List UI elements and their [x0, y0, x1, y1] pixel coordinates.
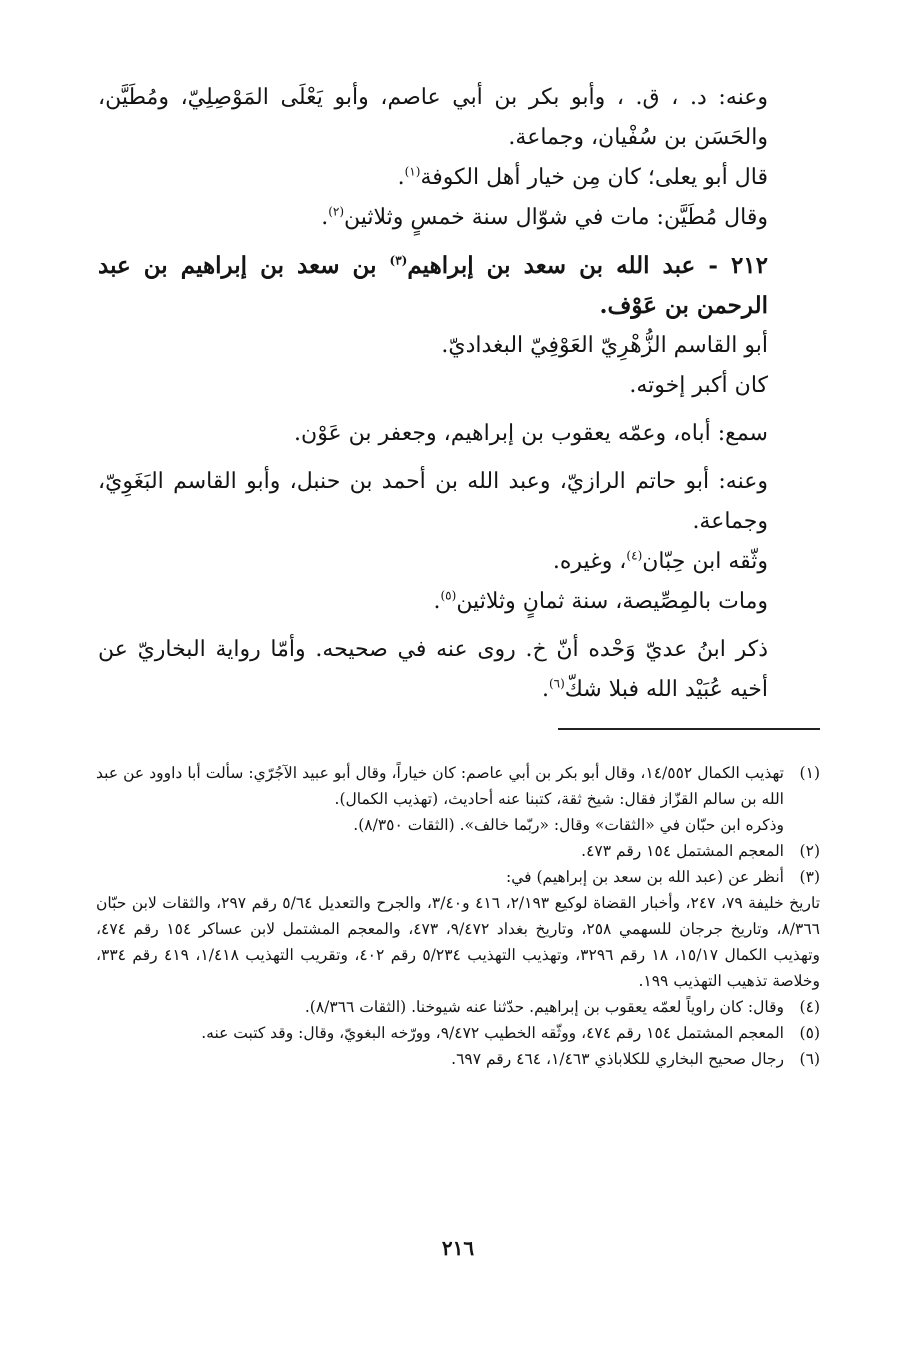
quote-text: قال أبو يعلى؛ كان مِن خيار أهل الكوفة	[420, 165, 768, 190]
students-paragraph: وعنه: أبو حاتم الرازيّ، وعبد الله بن أحمد بن حنبل، وأبو القاسم البَغَوِيّ، وجماعة.	[98, 469, 768, 534]
footnote-3	[96, 864, 820, 890]
footnote-text: تهذيب الكمال ١٤/٥٥٢، وقال أبو بكر بن أبي عاصم: كان خياراً، وقال أبو عبيد الآجُرّي: سألت أبا داوود عن عبد الله بن سالم القزّاز فقال: شيخ ثقة، كتبنا عنه أحاديث، (تهذيب الكمال).	[96, 764, 784, 808]
period: .	[321, 205, 329, 230]
death-text: ومات بالمِصِّيصة، سنة ثمانٍ وثلاثين	[456, 589, 768, 614]
footnote-ref-6: (٦)	[548, 676, 565, 691]
period: .	[397, 165, 405, 190]
footnote-text: المعجم المشتمل ١٥٤ رقم ٤٧٣.	[581, 842, 784, 860]
footnote-6	[96, 1046, 820, 1072]
tawthiq-line	[98, 542, 816, 582]
period: .	[541, 677, 549, 702]
death-line	[98, 582, 816, 622]
footnote-number: (٣)	[799, 868, 820, 886]
footnote-5	[96, 1020, 820, 1046]
narrators-paragraph: وعنه: د. ، ق. ، وأبو بكر بن أبي عاصم، وأبو يَعْلَى المَوْصِلِيّ، ومُطَيَّن، والحَسَن بن سُفْيان، وجماعة.	[98, 85, 768, 150]
footnote-number: (٤)	[799, 998, 820, 1016]
heard-from-paragraph: سمع: أباه، وعمّه يعقوب بن إبراهيم، وجعفر بن عَوْن.	[294, 421, 768, 446]
page-number: ٢١٦	[441, 1236, 475, 1260]
footnote-2	[96, 838, 820, 864]
entry-title-rest: بن سعد بن إبراهيم بن عبد الرحمن بن عَوْف.	[98, 252, 768, 319]
footnote-ref-5: (٥)	[440, 588, 457, 603]
abu-yala-quote	[98, 158, 816, 198]
footnote-text: أنظر عن (عبد الله بن سعد بن إبراهيم) في:	[505, 868, 784, 886]
quote-text: وقال مُطَيَّن: مات في شوّال سنة خمسٍ وثلاثين	[344, 205, 768, 230]
footnote-text: وقال: كان راوياً لعمّه يعقوب بن إبراهيم. حدّثنا عنه شيوخنا. (الثقات ٨/٣٦٦).	[304, 998, 784, 1016]
footnote-1	[96, 760, 820, 812]
footnote-ref-1: (١)	[404, 164, 421, 179]
footnote-ref-3: (٣)	[389, 253, 408, 268]
tawthiq-end: ، وغيره.	[552, 549, 627, 574]
kunya-line: أبو القاسم الزُّهْرِيّ العَوْفِيّ البغداديّ.	[441, 333, 768, 358]
footnote-divider	[558, 728, 820, 730]
footnote-text: المعجم المشتمل ١٥٤ رقم ٤٧٤، ووثّقه الخطيب ٩/٤٧٢، وورّخه البغويّ، وقال: وقد كتبت عنه.	[201, 1024, 784, 1042]
footnote-ref-2: (٢)	[328, 204, 345, 219]
footnote-number: (٢)	[799, 842, 820, 860]
period: .	[433, 589, 441, 614]
footnote-number: (٦)	[799, 1050, 820, 1068]
footnote-4	[96, 994, 820, 1020]
eldest-line: كان أكبر إخوته.	[629, 373, 768, 398]
main-text	[98, 78, 816, 710]
mutayyan-quote	[98, 198, 816, 238]
footnote-text: رجال صحيح البخاري للكلاباذي ١/٤٦٣، ٤٦٤ رقم ٦٩٧.	[451, 1050, 784, 1068]
footnote-1-continuation: وذكره ابن حبّان في «الثقات» وقال: «ربّما خالف». (الثقات ٨/٣٥٠).	[353, 816, 784, 834]
ibn-adi-paragraph	[98, 630, 816, 710]
entry-title: ٢١٢ - عبد الله بن سعد بن إبراهيم	[407, 252, 768, 279]
footnote-number: (٥)	[799, 1024, 820, 1042]
footnote-3-sources: تاريخ خليفة ٧٩، ٢٤٧، وأخبار القضاة لوكيع ٢/١٩٣، ٤١٦ و٣/٤٠، والجرح والتعديل ٥/٦٤ رقم ٢٩٧، والثقات لابن حبّان ٨/٣٦٦، وتاريخ جرجان للسهمي ٢٥٨، وتاريخ بغداد ٩/٤٧٢، ٤٧٣، والمعجم المشتمل لابن عساكر ١٥٤ رقم ٤٧٤، وتهذيب الكمال ١٥/١٧، ١٨ رقم ٣٢٩٦، وتهذيب التهذيب ٥/٢٣٤ رقم ٤٠٢، وتقريب التهذيب ١/٤١٨، ٤١٩ رقم ٣٣٤، وخلاصة تذهيب التهذيب ١٩٩.	[96, 894, 821, 990]
footnotes	[96, 760, 820, 1072]
footnote-ref-4: (٤)	[626, 548, 643, 563]
ibn-adi-text: ذكر ابنُ عديّ وَحْده أنّ خ. روى عنه في صحيحه. وأمّا رواية البخاريّ عن أخيه عُبَيْد الله فبلا شكّ	[98, 637, 768, 702]
tawthiq-text: وثّقه ابن حِبّان	[642, 549, 768, 574]
entry-heading	[98, 246, 816, 326]
footnote-number: (١)	[799, 764, 820, 782]
